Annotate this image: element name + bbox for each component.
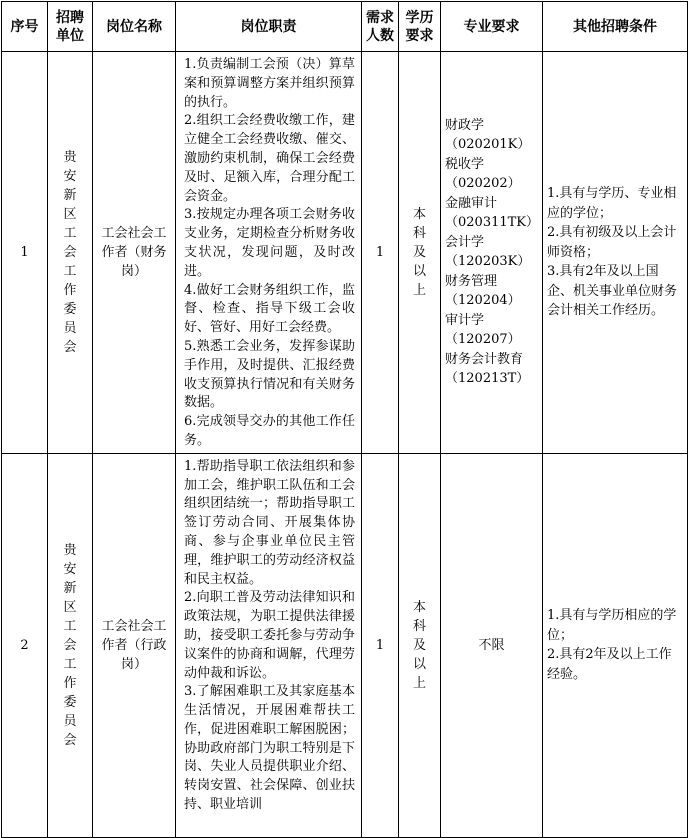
major-item: （120203K）	[445, 254, 531, 270]
recruitment-table	[1, 1, 688, 838]
cell-major	[441, 453, 543, 837]
table-row	[2, 52, 688, 454]
major-item: （120207）	[445, 332, 521, 348]
major-item: （020201K）	[445, 137, 531, 153]
header-seq: 序号	[2, 2, 48, 52]
cell-duties	[176, 453, 362, 837]
header-duties: 岗位职责	[176, 2, 362, 52]
major-item: （120213T）	[445, 371, 530, 387]
table-row	[2, 453, 688, 837]
other-item: 3.具有2年及以上国企、机关事业单位财务会计相关工作经历。	[547, 264, 678, 319]
other-item: 2.具有初级及以上会计师资格；	[547, 225, 677, 260]
header-position: 岗位名称	[93, 2, 176, 52]
duty-item: 4.做好工会财务组织工作，监督、检查、指导下级工会收好、管好、用好工会经费。	[184, 282, 355, 336]
major-item: 税收学	[445, 156, 485, 172]
major-item: 财政学	[445, 117, 485, 133]
major-item: 会计学	[445, 234, 485, 250]
cell-position: 工会社会工作者（财务岗）	[93, 52, 176, 454]
duty-item: 2.组织工会经费收缴工作，建立健全工会经费收缴、催交、激励约束机制，确保工会经费及时、足额入库，合理分配工会资金。	[184, 113, 355, 204]
major-item: （020311TK）	[445, 215, 540, 231]
major-item: （120204）	[445, 293, 521, 309]
duty-item: 3.按规定办理各项工会财务收支业务，定期检查分析财务收支状况，发现问题，及时改进。	[184, 207, 355, 279]
header-row	[2, 2, 688, 52]
header-other: 其他招聘条件	[543, 2, 688, 52]
other-item: 2.具有2年及以上工作经验。	[547, 647, 672, 682]
duty-item: 3.了解困难职工及其家庭基本生活情况，开展困难帮扶工作，促进困难职工解困脱困；协助政府部门为职工特别是下岗、失业人员提供职业介绍、转岗安置、社会保障、创业扶持、职业培训	[184, 684, 355, 813]
cell-education: 本科及以上	[399, 52, 441, 454]
cell-count: 1	[362, 453, 399, 837]
major-item: 审计学	[445, 312, 485, 328]
cell-unit: 贵安新区工会工作委员会	[48, 453, 93, 837]
cell-other	[543, 52, 688, 454]
major-item: 财务管理	[445, 273, 498, 289]
cell-major	[441, 52, 543, 454]
duty-item: 5.熟悉工会业务，发挥参谋助手作用，及时提供、汇报经费收支预算执行情况和有关财务数据。	[184, 338, 355, 411]
duty-item: 6.完成领导交办的其他工作任务。	[184, 414, 355, 448]
cell-count: 1	[362, 52, 399, 454]
duty-item: 1.帮助指导职工依法组织和参加工会，维护职工队伍和工会组织团结统一；帮助指导职工签订劳动合同、开展集体协商、参与企事业单位民主管理，维护职工的劳动经济权益和民主权益。	[184, 458, 355, 587]
header-education: 学历要求	[399, 2, 441, 52]
duty-item: 1.负责编制工会预（决）算草案和预算调整方案并组织预算的执行。	[184, 57, 355, 110]
header-unit: 招聘单位	[48, 2, 93, 52]
cell-other	[543, 453, 688, 837]
other-item: 1.具有与学历、专业相应的学位；	[547, 186, 677, 221]
major-item: 不限	[478, 637, 505, 653]
cell-seq: 2	[2, 453, 48, 837]
cell-duties	[176, 52, 362, 454]
cell-position: 工会社会工作者（行政岗）	[93, 453, 176, 837]
major-item: 财务会计教育	[445, 351, 524, 367]
major-item: 金融审计	[445, 195, 498, 211]
header-count: 需求人数	[362, 2, 399, 52]
duty-item: 2.向职工普及劳动法律知识和政策法规，为职工提供法律援助，接受职工委托参与劳动争议案件的协商和调解，代理劳动仲裁和诉讼。	[184, 590, 355, 681]
cell-unit: 贵安新区工会工作委员会	[48, 52, 93, 454]
header-major: 专业要求	[441, 2, 543, 52]
other-item: 1.具有与学历相应的学位；	[547, 608, 677, 643]
major-item: （020202）	[445, 176, 521, 192]
cell-education: 本科及以上	[399, 453, 441, 837]
cell-seq: 1	[2, 52, 48, 454]
